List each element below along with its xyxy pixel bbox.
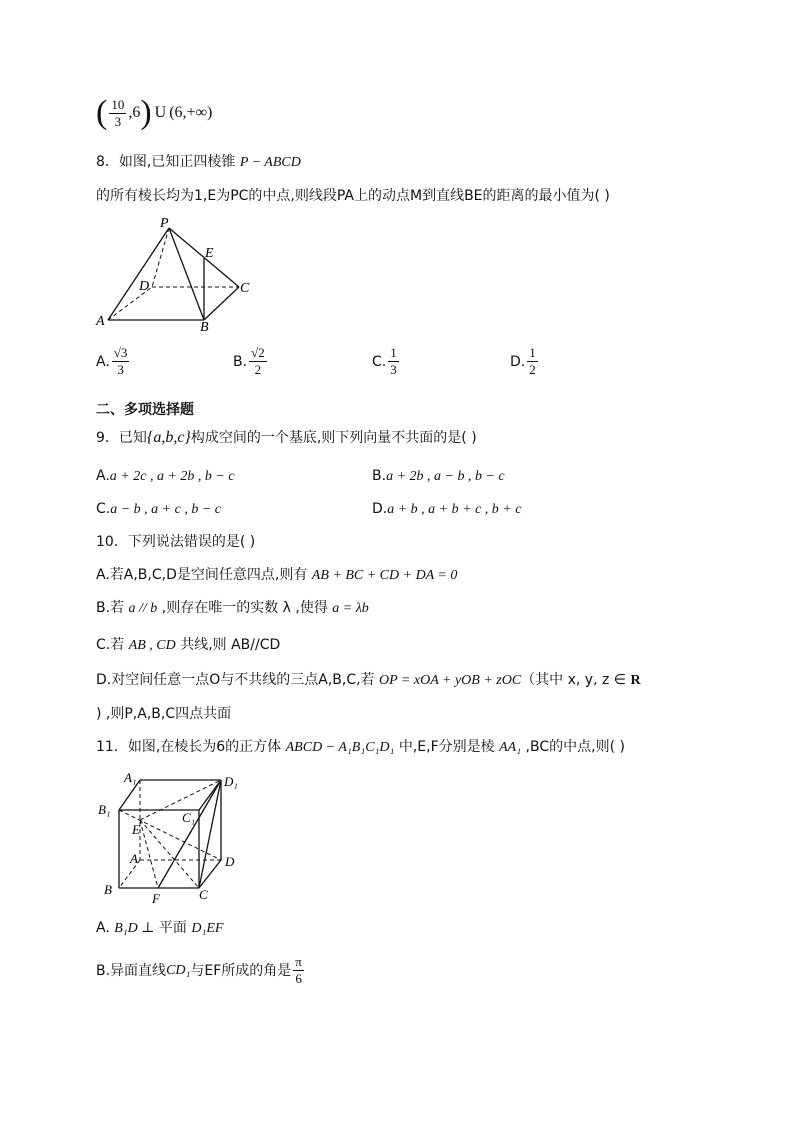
q11-cube-figure	[96, 770, 246, 904]
q11-stem	[96, 740, 625, 755]
q8-option-d[interactable]	[510, 346, 540, 377]
q10-b-pre: B.若	[96, 600, 129, 616]
q8-option-c-num: 1	[390, 345, 397, 360]
q9-option-d[interactable]	[372, 502, 521, 517]
q8-option-d-num: 1	[529, 345, 536, 360]
q8-option-c-den: 3	[390, 362, 397, 377]
q11-stem-post: ,BC的中点,则( )	[521, 739, 625, 755]
q8-option-a-num: √3	[113, 345, 128, 360]
edge-PA	[108, 228, 169, 320]
q10-b-math1: a // b	[128, 601, 158, 616]
q11-stem-math2: AA₁	[499, 740, 522, 755]
cube-label-A1: A₁	[124, 770, 137, 785]
q10-b-math2: a = λb	[332, 601, 369, 616]
q10-option-b[interactable]	[96, 601, 369, 616]
q11-b-mid: 与EF所成的角是	[190, 962, 292, 979]
q9-option-d-text: a + b , a + b + c , b + c	[387, 502, 522, 517]
label-C: C	[240, 281, 250, 296]
q8-option-a[interactable]	[96, 346, 131, 377]
q10-d-post: （其中 x, y, z ∈	[521, 672, 631, 688]
q9-option-a-label: A.	[96, 468, 110, 484]
q10-option-c[interactable]	[96, 638, 280, 653]
section-heading-multiple-choice: 二、多项选择题	[96, 402, 194, 418]
q7-frac-den: 3	[114, 113, 122, 129]
q10-c-math: AB , CD	[128, 638, 176, 653]
label-B: B	[200, 320, 209, 332]
cube-label-A: A	[130, 851, 138, 866]
q10-a-text: A.若A,B,C,D是空间任意四点,则有	[96, 567, 312, 583]
edge-BC	[204, 287, 239, 320]
cube-label-D: D	[225, 854, 235, 869]
q9-stem-pre: 9．已知	[96, 430, 147, 446]
q10-c-post: 共线,则 AB//CD	[175, 637, 281, 653]
q8-option-b[interactable]	[233, 346, 269, 377]
q11-stem-math: ABCD − A₁B₁C₁D₁	[285, 740, 395, 755]
q9-option-c[interactable]	[96, 502, 221, 517]
q10-option-d-line2: ) ,则P,A,B,C四点共面	[96, 706, 232, 722]
q10-c-pre: C.若	[96, 637, 129, 653]
q9-option-c-label: C.	[96, 501, 111, 517]
q9-stem-set: {a,b,c}	[146, 429, 191, 446]
label-A: A	[96, 314, 105, 329]
q8-stem-line2: 的所有棱长均为1,E为PC的中点,则线段PA上的动点M到直线BE的距离的最小值为( )	[96, 188, 610, 204]
q11-stem-pre: 11．如图,在棱长为6的正方体	[96, 739, 286, 755]
q8-option-c-label: C.	[372, 353, 387, 370]
edge-PB	[169, 228, 204, 320]
q10-d-pre: D.对空间任意一点O与不共线的三点A,B,C,若	[96, 672, 380, 688]
cube-label-C1: C₁	[182, 810, 196, 825]
q8-option-b-den: 2	[254, 362, 262, 377]
q7-interval: (6,+∞)	[169, 104, 213, 121]
q9-stem-post: 构成空间的一个基底,则下列向量不共面的是( )	[190, 430, 477, 446]
label-E: E	[205, 246, 214, 261]
cube-label-B: B	[104, 882, 112, 897]
q10-d-math: OP = xOA + yOB + zOC	[379, 673, 522, 688]
label-P: P	[160, 216, 169, 231]
q9-option-b-text: a + 2b , a − b , b − c	[386, 469, 505, 484]
q11-option-b[interactable]	[96, 955, 306, 986]
q11-b-frac-num: π	[295, 954, 302, 969]
q11-a-label: A.	[96, 920, 115, 936]
q9-option-a[interactable]	[96, 469, 235, 484]
q9-option-d-label: D.	[372, 501, 388, 517]
q10-b-mid: ,则存在唯一的实数 λ ,使得	[157, 600, 333, 616]
label-D: D	[139, 279, 150, 294]
q10-stem: 10．下列说法错误的是( )	[96, 534, 256, 550]
q7-answer-interval: ( $\frac{10}{3}$ ,6 ) U (6,+∞)	[96, 94, 213, 131]
q9-stem	[96, 430, 477, 446]
q7-union: U	[154, 104, 167, 121]
q8-line1-text: 8．如图,已知正四棱锥	[96, 154, 240, 170]
cube-label-D1: D₁	[224, 774, 238, 789]
q10-d-real: R	[630, 673, 641, 688]
q11-stem-mid: 中,E,F分别是棱	[394, 739, 500, 755]
q8-option-c[interactable]	[372, 346, 401, 377]
q9-option-b[interactable]	[372, 469, 505, 484]
q10-a-math: AB + BC + CD + DA = 0	[311, 568, 458, 583]
q8-line1-math: P − ABCD	[239, 155, 301, 170]
q8-option-d-den: 2	[529, 362, 536, 377]
q9-option-b-label: B.	[372, 468, 387, 484]
q9-option-a-text: a + 2c , a + 2b , b − c	[109, 469, 235, 484]
cube-label-E: E	[132, 822, 140, 837]
cube-label-C: C	[199, 887, 208, 902]
q11-a-mid: 平面	[154, 920, 192, 936]
q8-option-a-den: 3	[117, 362, 124, 377]
q10-option-d[interactable]	[96, 673, 641, 688]
q8-option-b-num: √2	[251, 345, 265, 360]
q11-b-pre: B.异面直线	[96, 962, 167, 979]
q11-a-math2: D₁EF	[191, 921, 224, 936]
q8-option-d-label: D.	[510, 353, 526, 370]
edge-PD	[152, 228, 169, 287]
q11-b-frac-den: 6	[295, 971, 302, 986]
q8-option-a-label: A.	[96, 353, 110, 370]
q7-mid: ,6	[128, 104, 141, 121]
q11-b-math: CD₁	[166, 962, 191, 978]
q10-option-a[interactable]	[96, 568, 457, 583]
cube-label-B1: B₁	[98, 802, 111, 817]
q11-option-a[interactable]	[96, 921, 223, 936]
q11-a-math: B₁D ⊥	[114, 921, 155, 936]
q8-stem-line1	[96, 155, 301, 170]
cube-label-F: F	[152, 891, 160, 904]
q9-option-c-text: a − b , a + c , b − c	[110, 502, 222, 517]
q8-pyramid-figure	[94, 214, 264, 332]
q8-option-b-label: B.	[233, 353, 248, 370]
q7-frac-num: 10	[111, 96, 125, 112]
